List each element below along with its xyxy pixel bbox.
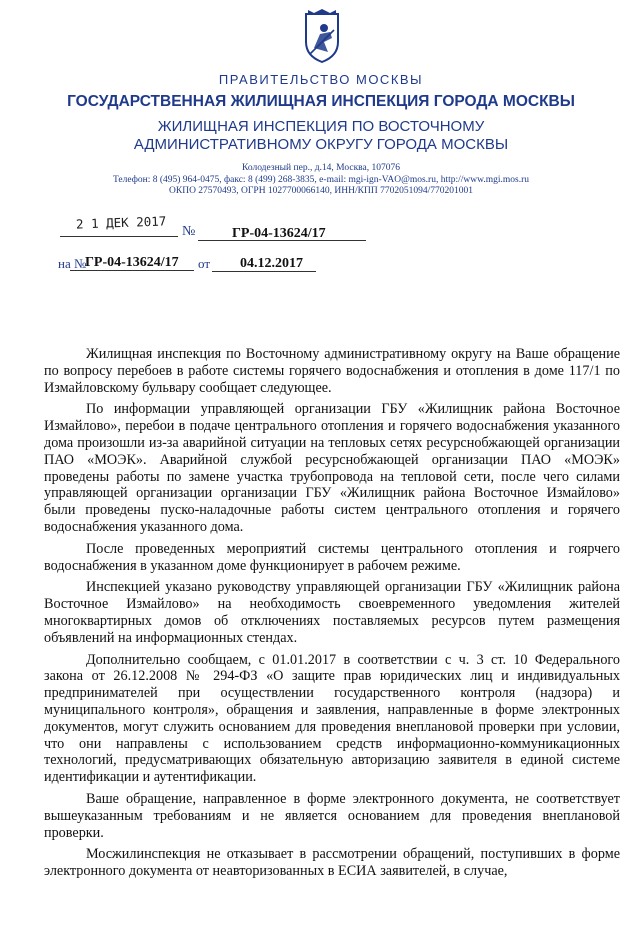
letter-body (44, 346, 620, 885)
date-underline (60, 236, 178, 237)
paragraph: Мосжилинспекция не отказывает в рассмотрении обращений, поступивших в форме электронного документа от неавторизованных в ЕСИА заявителей, в случае, (44, 846, 620, 880)
paragraph: Жилищная инспекция по Восточному административному округу на Ваше обращение по вопросу перебоев в работе системы горячего водоснабжения и отопления в доме 117/1 по Измайловскому бульвару сообщает следующее. (44, 346, 620, 396)
number-label: № (182, 224, 196, 239)
paragraph: Дополнительно сообщаем, с 01.01.2017 в соответствии с ч. 3 ст. 10 Федерального закона от 26.12.2008 № 294-ФЗ «О защите прав юридических лиц и индивидуальных предпринимателей при осуществлении государственного контроля (надзора) и муниципального контроля», обращения и заявления, направленные в форме электронных документов, могут служить основанием для проведения внеплановой проверки при условии, что они направлены с использованием средств информационно-коммуникационных технологий, предусматривающих обязательную авторизацию заявителя в единой системе идентификации и аутентификации. (44, 651, 620, 786)
branch-title-line1: ЖИЛИЩНАЯ ИНСПЕКЦИЯ ПО ВОСТОЧНОМУ (157, 118, 485, 135)
reference-date: 04.12.2017 (240, 256, 303, 271)
paragraph: После проведенных мероприятий системы центрального отопления и гоярчего водоснабжения в указанном доме функционирует в рабочем режиме. (44, 540, 620, 574)
reference-label: на № (58, 256, 87, 271)
paragraph: По информации управляющей организации ГБУ «Жилищник района Восточное Измайлово», перебои в подаче центрального отопления и горячего водоснабжения указанного дома произошли из-за аварийной ситуации на тепловых сетях ресурснобжающей организации ПАО «МОЭК». Аварийной службой ресурснобжающей организации ПАО «МОЭК» проведены работы по замене участка трубопровода на тепловой сети, после чего силами управляющей организации организации ГБУ «Жилищник района Восточное Измайлово» были проведены пуско-наладочные работы систем центрального отопления и горячего водоснабжения указанного дома. (44, 401, 620, 535)
moscow-coat-of-arms-icon (302, 8, 342, 64)
paragraph: Инспекцией указано руководству управляющей организации ГБУ «Жилищник района Восточное Измайлово» на необходимость своевременного уведомления жителей многоквартирных домов об отключениях поставляемых ресурсов путем размещения объявлений на информационных стендах. (44, 579, 620, 646)
registration-date-stamp: 2 1 ДЕК 2017 (75, 213, 167, 232)
reference-underline (70, 270, 194, 271)
paragraph: Ваше обращение, направленное в форме электронного документа, не соответствует вышеуказанным требованиям и не является основанием для проведения внеплановой проверки. (44, 790, 620, 841)
branch-title (0, 118, 642, 154)
branch-title-line2: АДМИНИСТРАТИВНОМУ ОКРУГУ ГОРОДА МОСКВЫ (133, 136, 509, 153)
contact-block (0, 163, 642, 198)
outgoing-number: ГР-04-13624/17 (232, 226, 326, 241)
contacts-line: Телефон: 8 (495) 964-0475, факс: 8 (499) 268-3835, e-mail: mgi-ign-VAO@mos.ru, http://www.mgi.mos.ru (112, 174, 530, 185)
reference-number: ГР-04-13624/17 (85, 255, 179, 270)
government-title: ПРАВИТЕЛЬСТВО МОСКВЫ (218, 72, 424, 87)
inspection-title: ГОСУДАРСТВЕННАЯ ЖИЛИЩНАЯ ИНСПЕКЦИЯ ГОРОДА МОСКВЫ (67, 93, 575, 110)
reference-from-label: от (198, 256, 211, 271)
address-line: Колодезный пер., д.14, Москва, 107076 (241, 163, 401, 173)
reference-date-underline (212, 271, 316, 272)
codes-line: ОКПО 27570493, ОГРН 1027700066140, ИНН/КПП 7702051094/770201001 (169, 186, 473, 196)
